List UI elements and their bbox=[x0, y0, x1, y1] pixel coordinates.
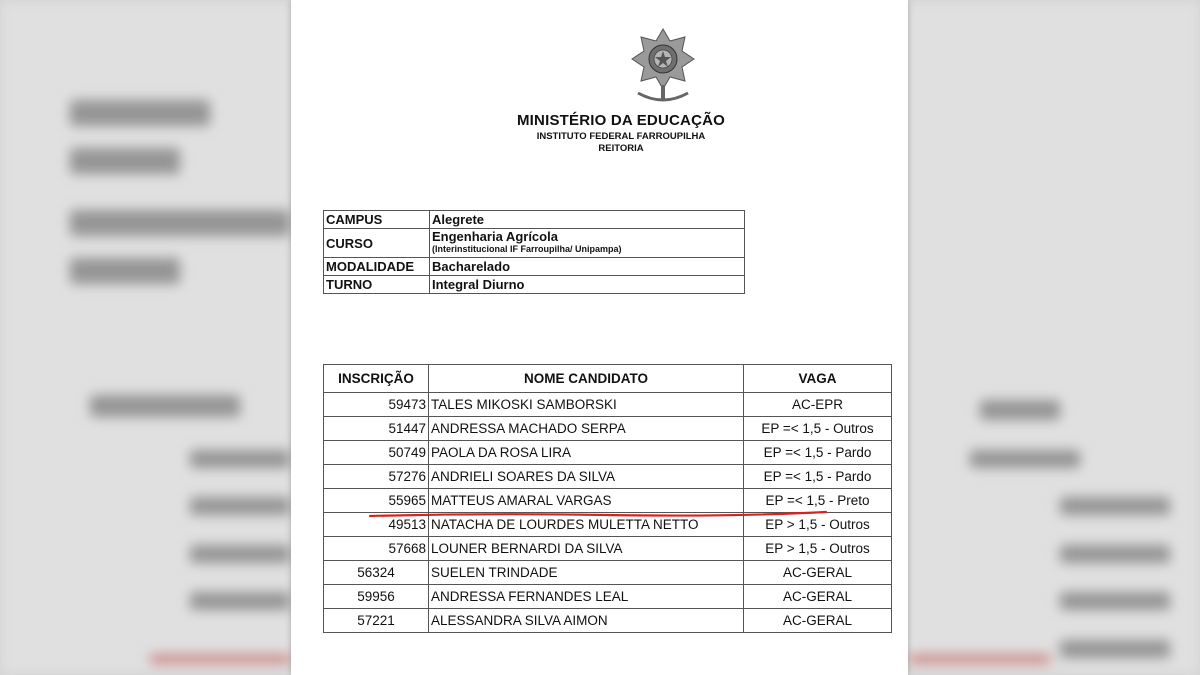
info-row-turno bbox=[324, 276, 745, 294]
row-inscricao: 56324 bbox=[324, 561, 429, 585]
coat-of-arms-icon bbox=[630, 27, 696, 107]
course-info-table bbox=[323, 210, 745, 294]
header-nome: NOME CANDIDATO bbox=[429, 365, 744, 393]
table-row-highlighted bbox=[324, 489, 892, 513]
modalidade-value: Bacharelado bbox=[430, 258, 745, 276]
ministry-title: MINISTÉRIO DA EDUCAÇÃO bbox=[516, 112, 725, 129]
table-row bbox=[324, 537, 892, 561]
row-nome: LOUNER BERNARDI DA SILVA bbox=[429, 537, 744, 561]
curso-label: CURSO bbox=[324, 229, 430, 258]
turno-label: TURNO bbox=[324, 276, 430, 294]
row-vaga: EP =< 1,5 - Preto bbox=[744, 489, 892, 513]
curso-note: (Interinstitucional IF Farroupilha/ Unipampa) bbox=[432, 244, 622, 254]
info-row-campus bbox=[324, 211, 745, 229]
row-nome: ANDRESSA MACHADO SERPA bbox=[429, 417, 744, 441]
row-nome: ANDRESSA FERNANDES LEAL bbox=[429, 585, 744, 609]
header-vaga: VAGA bbox=[744, 365, 892, 393]
table-row bbox=[324, 609, 892, 633]
table-row bbox=[324, 561, 892, 585]
curso-cell bbox=[430, 229, 745, 258]
table-row bbox=[324, 393, 892, 417]
campus-value: Alegrete bbox=[430, 211, 745, 229]
header-inscricao: INSCRIÇÃO bbox=[324, 365, 429, 393]
row-nome: MATTEUS AMARAL VARGAS bbox=[429, 489, 744, 513]
table-row bbox=[324, 441, 892, 465]
turno-value: Integral Diurno bbox=[430, 276, 745, 294]
row-inscricao: 49513 bbox=[324, 513, 429, 537]
row-vaga: EP > 1,5 - Outros bbox=[744, 537, 892, 561]
row-nome: ALESSANDRA SILVA AIMON bbox=[429, 609, 744, 633]
row-nome: NATACHA DE LOURDES MULETTA NETTO bbox=[429, 513, 744, 537]
row-inscricao: 59473 bbox=[324, 393, 429, 417]
row-inscricao: 50749 bbox=[324, 441, 429, 465]
row-inscricao: 51447 bbox=[324, 417, 429, 441]
row-nome: SUELEN TRINDADE bbox=[429, 561, 744, 585]
campus-label: CAMPUS bbox=[324, 211, 430, 229]
info-row-curso bbox=[324, 229, 745, 258]
row-vaga: AC-EPR bbox=[744, 393, 892, 417]
row-inscricao: 57221 bbox=[324, 609, 429, 633]
row-inscricao: 59956 bbox=[324, 585, 429, 609]
info-row-modalidade bbox=[324, 258, 745, 276]
office-title: REITORIA bbox=[598, 143, 644, 154]
table-row bbox=[324, 585, 892, 609]
modalidade-label: MODALIDADE bbox=[324, 258, 430, 276]
document-header bbox=[491, 112, 751, 154]
table-row bbox=[324, 465, 892, 489]
row-vaga: EP =< 1,5 - Pardo bbox=[744, 465, 892, 489]
document-page bbox=[291, 0, 908, 675]
row-vaga: EP > 1,5 - Outros bbox=[744, 513, 892, 537]
row-vaga: EP =< 1,5 - Outros bbox=[744, 417, 892, 441]
red-underline-mark bbox=[368, 510, 828, 520]
row-nome: ANDRIELI SOARES DA SILVA bbox=[429, 465, 744, 489]
table-row bbox=[324, 417, 892, 441]
candidates-table bbox=[323, 364, 892, 633]
row-vaga: AC-GERAL bbox=[744, 609, 892, 633]
row-vaga: AC-GERAL bbox=[744, 585, 892, 609]
row-inscricao: 57276 bbox=[324, 465, 429, 489]
institute-title: INSTITUTO FEDERAL FARROUPILHA bbox=[536, 131, 706, 142]
curso-value: Engenharia Agrícola bbox=[432, 229, 558, 244]
row-nome: PAOLA DA ROSA LIRA bbox=[429, 441, 744, 465]
row-inscricao: 57668 bbox=[324, 537, 429, 561]
row-inscricao: 55965 bbox=[324, 489, 429, 513]
table-header-row bbox=[324, 365, 892, 393]
row-nome: TALES MIKOSKI SAMBORSKI bbox=[429, 393, 744, 417]
row-vaga: AC-GERAL bbox=[744, 561, 892, 585]
row-vaga: EP =< 1,5 - Pardo bbox=[744, 441, 892, 465]
